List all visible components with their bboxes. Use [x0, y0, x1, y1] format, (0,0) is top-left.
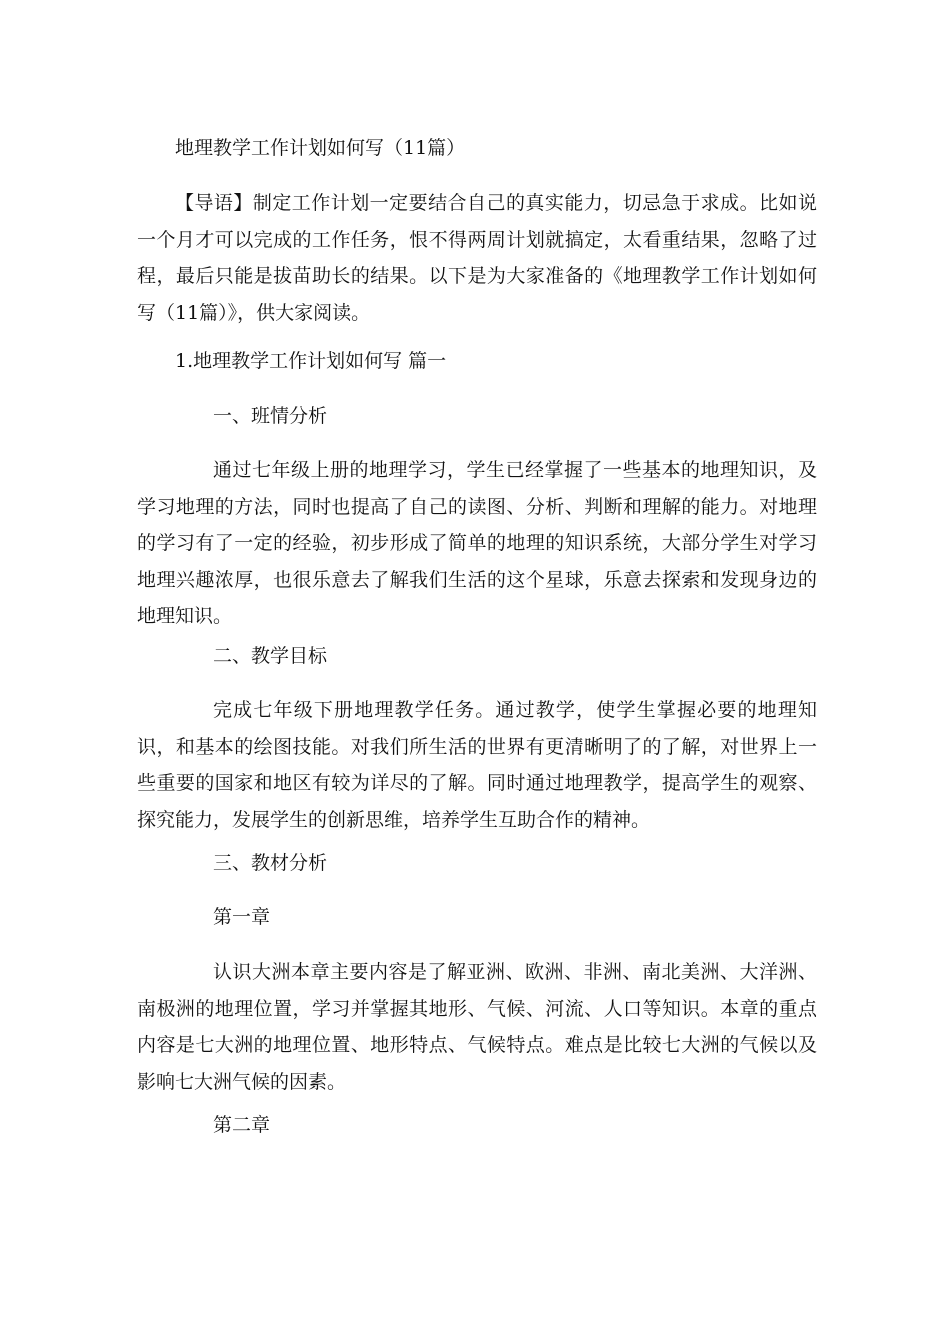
document-title: 地理教学工作计划如何写（11篇） [175, 137, 466, 159]
class-analysis-paragraph: 通过七年级上册的地理学习，学生已经掌握了一些基本的地理知识，及学习地理的方法，同时也提高了自己的读图、分析、判断和理解的能力。对地理的学习有了一定的经验，初步形成了简单的地理的知识系统，大部分学生对学习地理兴趣浓厚，也很乐意去了解我们生活的这个星球，乐意去探索和发现身边的地理知识。 [137, 459, 817, 627]
teaching-goals-paragraph: 完成七年级下册地理教学任务。通过教学，使学生掌握必要的地理知识，和基本的绘图技能。对我们所生活的世界有更清晰明了的了解，对世界上一些重要的国家和地区有较为详尽的了解。同时通过地理教学，提高学生的观察、探究能力，发展学生的创新思维，培养学生互助合作的精神。 [137, 699, 817, 831]
section-heading-textbook-analysis: 三、教材分析 [213, 852, 328, 874]
chapter-one-heading: 第一章 [213, 906, 271, 928]
intro-paragraph: 【导语】制定工作计划一定要结合自己的真实能力，切忌急于求成。比如说一个月才可以完成的工作任务，恨不得两周计划就搞定，太看重结果，忽略了过程，最后只能是拔苗助长的结果。以下是为大家准备的《地理教学工作计划如何写（11篇）》，供大家阅读。 [137, 192, 817, 324]
section-heading-class-analysis: 一、班情分析 [213, 405, 328, 427]
article-heading: 1.地理教学工作计划如何写 篇一 [175, 350, 447, 372]
section-heading-teaching-goals: 二、教学目标 [213, 645, 328, 667]
chapter-two-heading: 第二章 [213, 1114, 271, 1136]
chapter-one-paragraph: 认识大洲本章主要内容是了解亚洲、欧洲、非洲、南北美洲、大洋洲、南极洲的地理位置，学习并掌握其地形、气候、河流、人口等知识。本章的重点内容是七大洲的地理位置、地形特点、气候特点。难点是比较七大洲的气候以及影响七大洲气候的因素。 [137, 961, 817, 1093]
